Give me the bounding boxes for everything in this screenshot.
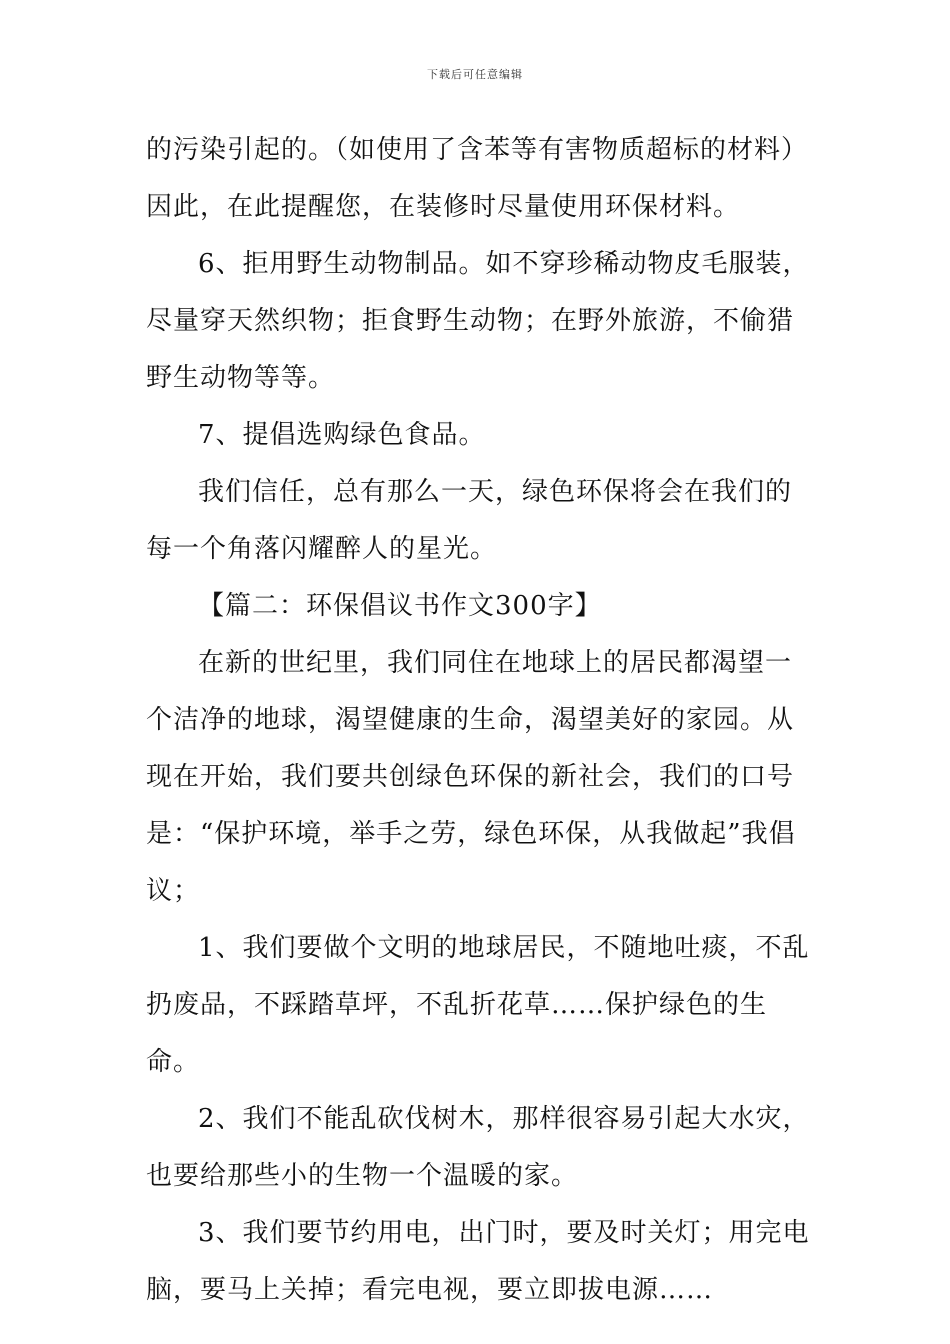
paragraph-item-7: 7、提倡选购绿色食品。	[198, 420, 486, 450]
paragraph-proposal-2: 2、我们不能乱砍伐树木，那样很容易引起大水灾，也要给那些小的生物一个温暖的家。	[146, 1104, 810, 1191]
paragraph-proposal-3: 3、我们要节约用电，出门时，要及时关灯；用完电脑，要马上关掉；看完电视，要立即拔电源……	[146, 1218, 810, 1305]
section-heading: 【篇二：环保倡议书作文300字】	[198, 591, 602, 621]
paragraph-item-6: 6、拒用野生动物制品。如不穿珍稀动物皮毛服装，尽量穿天然织物；拒食野生动物；在野外旅游，不偷猎野生动物等等。	[146, 249, 810, 393]
page-header-note: 下载后可任意编辑	[427, 68, 523, 81]
paragraph-proposal-1: 1、我们要做个文明的地球居民，不随地吐痰，不乱扔废品，不踩踏草坪，不乱折花草……保护绿色的生命。	[146, 933, 810, 1077]
paragraph-closing: 我们信任，总有那么一天，绿色环保将会在我们的每一个角落闪耀醉人的星光。	[146, 477, 793, 564]
document-body	[146, 122, 816, 1319]
paragraph-intro: 在新的世纪里，我们同住在地球上的居民都渴望一个洁净的地球，渴望健康的生命，渴望美好的家园。从现在开始，我们要共创绿色环保的新社会，我们的口号是：“保护环境，举手之劳，绿色环保，从我做起”我倡议；	[146, 648, 796, 906]
paragraph-continuation: 的污染引起的。（如使用了含苯等有害物质超标的材料）因此，在此提醒您，在装修时尽量使用环保材料。	[146, 135, 809, 222]
